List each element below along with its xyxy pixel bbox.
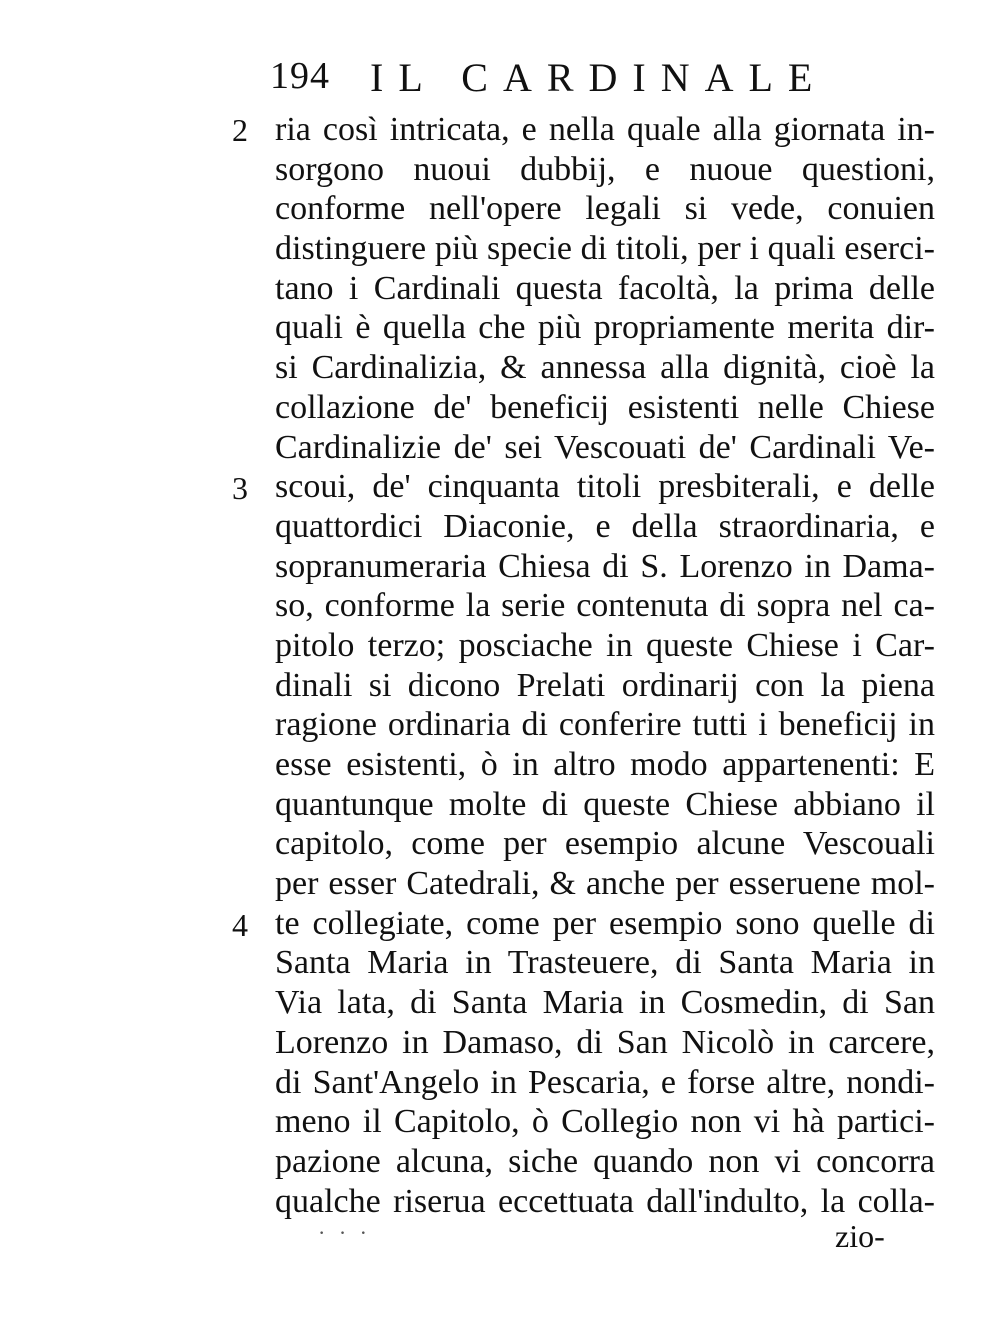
text-line: sopranumeraria Chiesa di S. Lorenzo in Dama- [275,547,935,585]
text-line: distinguere più specie di titoli, per i quali eserci- [275,230,935,268]
text-line: collazione de' beneficij esistenti nelle Chiese [275,388,935,426]
text-line: meno il Capitolo, ò Collegio non vi hà partici- [275,1103,935,1141]
running-head: IL CARDINALE [370,55,828,100]
text-line: di Sant'Angelo in Pescaria, e forse altre, nondi- [275,1063,935,1101]
margin-number: 2 [232,112,248,148]
text-line: pazione alcuna, siche quando non vi concorra [275,1142,935,1180]
text-line: ria così intricata, e nella quale alla giornata in- [275,111,935,148]
text-line: tano i Cardinali questa facoltà, la prima delle [275,269,935,307]
text-line: esse esistenti, ò in altro modo appartenenti: E [275,746,935,783]
text-line: Lorenzo in Damaso, di San Nicolò in carcere, [275,1023,935,1061]
page-number: 194 [270,55,330,97]
text-line: Santa Maria in Trasteuere, di Santa Maria in [275,944,935,982]
text-line: per esser Catedrali, & anche per esseruene mol- [275,865,935,903]
text-line: si Cardinalizia, & annessa alla dignità, cioè la [275,349,935,387]
catchword: zio- [835,1218,885,1254]
margin-number: 3 [232,470,248,506]
text-line: qualche riserua eccettuata dall'indulto, la colla- [275,1182,935,1220]
text-line: capitolo, come per esempio alcune Vescouali [275,825,935,863]
text-line: sorgono nuoui dubbij, e nuoue questioni, [275,150,935,188]
text-line: dinali si dicono Prelati ordinarij con la piena [275,666,935,704]
stray-ink-marks: · · · [318,1220,371,1245]
text-line: quantunque molte di queste Chiese abbiano il [275,785,935,823]
body-text [275,110,935,1221]
text-line: ragione ordinaria di conferire tutti i beneficij in [275,706,935,744]
text-line: quali è quella che più propriamente merita dir- [275,309,935,347]
text-line: conforme nell'opere legali si vede, conuien [275,190,935,228]
text-line: Via lata, di Santa Maria in Cosmedin, di San [275,984,935,1022]
text-line: quattordici Diaconie, e della straordinaria, e [275,507,935,545]
text-line: scoui, de' cinquanta titoli presbiterali, e delle [275,468,935,506]
text-line: pitolo terzo; posciache in queste Chiese i Car- [275,626,935,664]
text-line: so, conforme la serie contenuta di sopra nel ca- [275,587,935,625]
text-line: Cardinalizie de' sei Vescouati de' Cardinali Ve- [275,428,935,466]
page-header [270,48,870,108]
text-line: te collegiate, come per esempio sono quelle di [275,904,935,942]
margin-number: 4 [232,907,248,943]
